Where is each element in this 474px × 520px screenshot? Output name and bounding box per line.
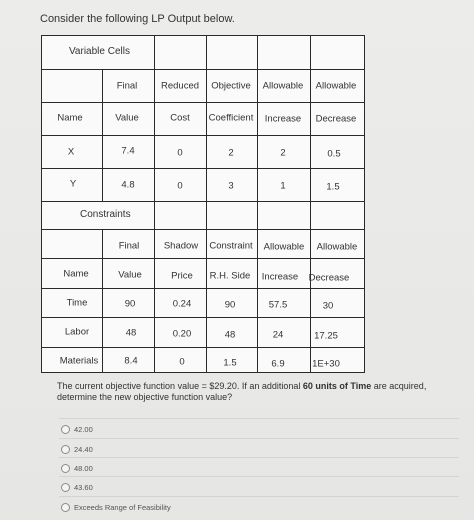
radio-button-icon[interactable] <box>61 503 70 512</box>
radio-button-icon[interactable] <box>61 445 70 454</box>
vc-header-decrease: Decrease <box>315 113 357 125</box>
c-header-name: Name <box>63 268 89 280</box>
c-row-labor-name: Labor <box>64 326 90 338</box>
question-part2: are acquired, determine the new objective function value? <box>57 381 427 402</box>
c-row-materials-decrease: 1E+30 <box>312 358 340 370</box>
intro-text: Consider the following LP Output below. <box>40 13 235 25</box>
c-row-time-name: Time <box>66 297 88 309</box>
vc-row-x-increase: 2 <box>280 147 286 159</box>
c-row-time-price: 0.24 <box>172 298 192 310</box>
vc-row-x-value: 7.4 <box>121 145 135 157</box>
vc-row-y-increase: 1 <box>280 180 286 192</box>
c-header-allowable-inc: Allowable <box>263 241 305 253</box>
radio-button-icon[interactable] <box>61 483 70 492</box>
col-divider <box>257 36 258 372</box>
vc-row-x-decrease: 0.5 <box>327 148 341 160</box>
vc-header-cost: Cost <box>170 112 190 124</box>
c-row-time-rhs: 90 <box>224 299 236 311</box>
vc-row-y-decrease: 1.5 <box>326 181 340 193</box>
c-header-constraint: Constraint <box>209 240 253 252</box>
vc-header-value: Value <box>115 112 139 124</box>
c-row-labor-rhs: 48 <box>224 329 236 341</box>
c-row-materials-name: Materials <box>59 355 99 367</box>
vc-header-allowable-inc: Allowable <box>262 80 304 92</box>
vc-row-y-cost: 0 <box>177 180 183 192</box>
vc-row-x-cost: 0 <box>177 147 183 159</box>
col-divider <box>154 36 155 372</box>
vc-row-y-value: 4.8 <box>121 179 135 191</box>
row-divider <box>42 102 364 103</box>
c-header-rhs: R.H. Side <box>209 270 251 282</box>
radio-button-icon[interactable] <box>61 425 70 434</box>
c-row-materials-rhs: 1.5 <box>223 357 237 369</box>
answer-option-4[interactable] <box>59 476 459 497</box>
answer-option-label: 48.00 <box>74 463 93 473</box>
vc-header-reduced: Reduced <box>160 80 200 92</box>
c-header-decrease: Decrease <box>308 272 350 284</box>
answer-option-label: 42.00 <box>74 424 93 434</box>
c-row-materials-price: 0 <box>179 356 185 368</box>
c-header-allowable-dec: Allowable <box>316 241 358 253</box>
answer-option-label: 24.40 <box>74 444 93 454</box>
answer-option-5[interactable] <box>59 496 459 517</box>
c-row-time-decrease: 30 <box>322 300 334 312</box>
lp-output-table <box>41 35 365 373</box>
vc-header-final: Final <box>116 80 138 92</box>
radio-button-icon[interactable] <box>61 464 70 473</box>
vc-header-coefficient: Coefficient <box>208 112 254 124</box>
row-divider <box>42 229 364 230</box>
question-bold: 60 units of Time <box>302 381 372 391</box>
answer-option-label: Exceeds Range of Feasibility <box>74 502 171 512</box>
c-row-labor-increase: 24 <box>272 329 284 341</box>
vc-header-name: Name <box>57 112 83 124</box>
c-header-final: Final <box>118 240 140 252</box>
c-row-time-increase: 57.5 <box>268 299 288 311</box>
c-row-materials-value: 8.4 <box>124 355 138 367</box>
row-divider <box>42 347 364 348</box>
c-row-labor-value: 48 <box>125 327 137 339</box>
c-row-labor-price: 0.20 <box>172 328 192 340</box>
col-divider <box>206 36 207 372</box>
question-text <box>57 381 437 403</box>
answer-option-label: 43.60 <box>74 482 93 492</box>
row-divider <box>42 317 364 318</box>
c-header-price: Price <box>171 270 193 282</box>
c-header-shadow: Shadow <box>163 240 199 252</box>
constraints-title: Constraints <box>80 209 131 220</box>
answer-option-1[interactable] <box>59 418 459 439</box>
c-row-labor-decrease: 17.25 <box>314 330 338 342</box>
c-row-time-value: 90 <box>124 298 136 310</box>
c-header-value: Value <box>118 269 142 281</box>
variable-cells-title: Variable Cells <box>69 46 130 57</box>
vc-row-y-name: Y <box>69 178 77 190</box>
row-divider <box>42 258 364 259</box>
col-divider <box>310 36 311 372</box>
vc-header-increase: Increase <box>264 113 302 125</box>
row-divider <box>42 288 364 289</box>
c-header-increase: Increase <box>261 271 299 283</box>
answer-option-2[interactable] <box>59 438 459 459</box>
vc-row-y-coef: 3 <box>228 180 234 192</box>
vc-row-x-coef: 2 <box>228 147 234 159</box>
c-row-materials-increase: 6.9 <box>271 358 285 370</box>
answer-option-3[interactable] <box>59 457 459 478</box>
question-part1: The current objective function value = $29.20. If an additional <box>57 381 303 391</box>
vc-header-allowable-dec: Allowable <box>315 80 357 92</box>
vc-header-objective: Objective <box>211 80 251 92</box>
row-divider <box>42 69 364 70</box>
row-divider <box>42 135 364 136</box>
vc-row-x-name: X <box>67 146 75 158</box>
row-divider <box>42 168 364 169</box>
